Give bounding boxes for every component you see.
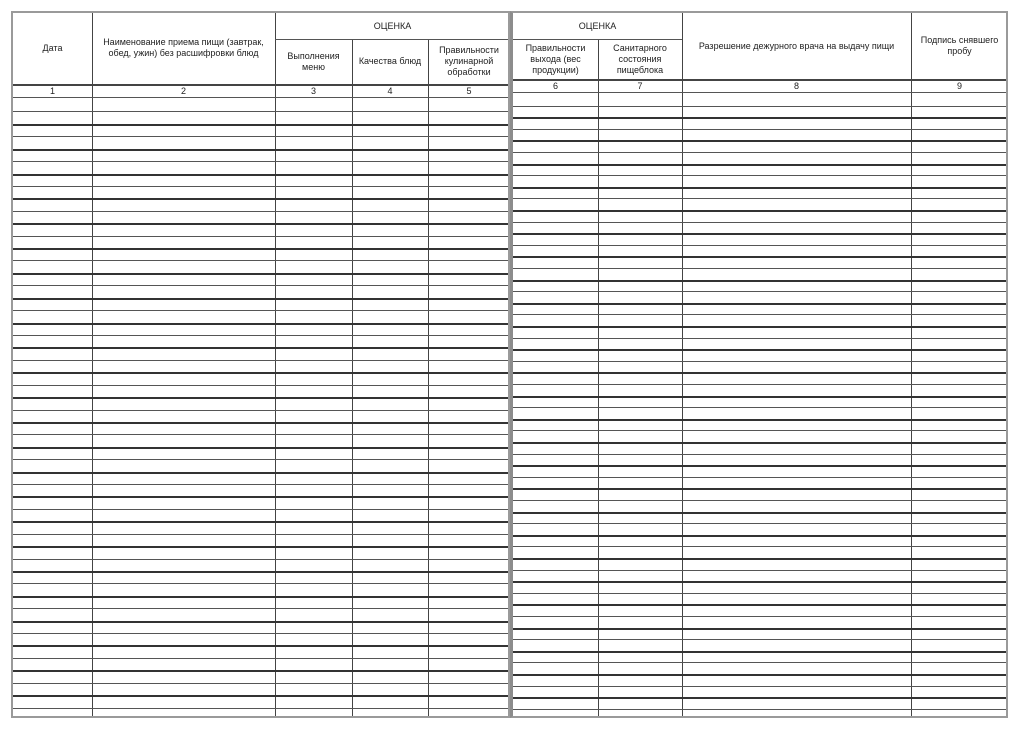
table-row-line bbox=[13, 347, 508, 349]
table-row-line bbox=[13, 546, 508, 548]
table-row-line bbox=[13, 683, 508, 684]
table-row-line bbox=[513, 129, 1006, 130]
table-row-line bbox=[13, 149, 508, 151]
column-divider bbox=[352, 39, 353, 716]
table-row-line bbox=[13, 372, 508, 374]
table-row-line bbox=[513, 210, 1006, 212]
column-divider bbox=[275, 13, 276, 716]
table-row-line bbox=[513, 686, 1006, 687]
header-doctor-permission: Разрешение дежурного врача на выдачу пищи bbox=[698, 40, 895, 51]
table-row-line bbox=[13, 658, 508, 659]
table-row-line bbox=[513, 245, 1006, 246]
number-row-line bbox=[513, 92, 1006, 93]
table-row-line bbox=[13, 670, 508, 672]
table-row-line bbox=[513, 616, 1006, 617]
table-row-line bbox=[513, 500, 1006, 501]
table-row-line bbox=[13, 596, 508, 598]
table-row-line bbox=[513, 117, 1006, 119]
table-row-line bbox=[13, 236, 508, 237]
table-row-line bbox=[13, 310, 508, 311]
table-row-line bbox=[513, 233, 1006, 235]
header-meal-name: Наименование приема пищи (завтрак, обед, ужин) без расшифровки блюд bbox=[103, 37, 264, 58]
table-row-line bbox=[513, 198, 1006, 199]
table-row-line bbox=[13, 174, 508, 176]
table-row-line bbox=[513, 581, 1006, 583]
table-row-line bbox=[13, 521, 508, 523]
column-number: 9 bbox=[956, 81, 962, 91]
header-date: Дата bbox=[42, 43, 63, 53]
table-row-line bbox=[513, 570, 1006, 571]
number-row-line bbox=[13, 97, 508, 98]
table-row-line bbox=[513, 175, 1006, 176]
table-row-line bbox=[13, 645, 508, 647]
table-row-line bbox=[513, 465, 1006, 467]
table-row-line bbox=[513, 338, 1006, 339]
header-group-assessment: ОЦЕНКА bbox=[578, 20, 617, 31]
table-row-line bbox=[13, 285, 508, 286]
table-row-line bbox=[513, 396, 1006, 398]
column-number: 2 bbox=[180, 86, 186, 96]
table-row-line bbox=[513, 164, 1006, 166]
journal-right-page bbox=[510, 11, 1008, 718]
header-group-assessment: ОЦЕНКА bbox=[373, 20, 412, 31]
table-row-line bbox=[513, 106, 1006, 107]
column-number: 1 bbox=[49, 86, 55, 96]
header-dish-quality: Качества блюд bbox=[358, 56, 422, 66]
table-row-line bbox=[13, 198, 508, 200]
column-number: 3 bbox=[310, 86, 316, 96]
header-signature: Подпись снявшего пробу bbox=[920, 35, 999, 56]
table-row-line bbox=[13, 509, 508, 510]
column-number: 8 bbox=[793, 81, 799, 91]
table-row-line bbox=[13, 422, 508, 424]
table-row-line bbox=[13, 248, 508, 250]
table-row-line bbox=[513, 558, 1006, 560]
table-row-line bbox=[513, 187, 1006, 189]
table-row-line bbox=[13, 223, 508, 225]
table-row-line bbox=[13, 410, 508, 411]
table-row-line bbox=[13, 459, 508, 460]
table-row-line bbox=[513, 639, 1006, 640]
table-row-line bbox=[513, 454, 1006, 455]
table-row-line bbox=[513, 256, 1006, 258]
table-row-line bbox=[13, 571, 508, 573]
table-row-line bbox=[13, 124, 508, 126]
table-row-line bbox=[13, 335, 508, 336]
table-row-line bbox=[513, 674, 1006, 676]
table-row-line bbox=[513, 372, 1006, 374]
table-row-line bbox=[513, 419, 1006, 421]
table-row-line bbox=[13, 385, 508, 386]
table-row-line bbox=[13, 484, 508, 485]
header-menu-compliance: Выполнения меню bbox=[287, 50, 340, 72]
table-row-line bbox=[513, 268, 1006, 269]
table-row-line bbox=[513, 222, 1006, 223]
table-row-line bbox=[13, 608, 508, 609]
table-row-line bbox=[13, 323, 508, 325]
table-row-line bbox=[513, 152, 1006, 153]
column-divider bbox=[428, 39, 429, 716]
table-row-line bbox=[13, 496, 508, 498]
table-row-line bbox=[513, 384, 1006, 385]
table-row-line bbox=[513, 291, 1006, 292]
column-number: 5 bbox=[466, 86, 472, 96]
table-row-line bbox=[513, 628, 1006, 630]
table-row-line bbox=[513, 280, 1006, 282]
table-row-line bbox=[513, 349, 1006, 351]
table-row-line bbox=[513, 512, 1006, 514]
column-number: 4 bbox=[387, 86, 393, 96]
table-row-line bbox=[13, 211, 508, 212]
journal-left-page bbox=[11, 11, 510, 718]
table-row-line bbox=[13, 534, 508, 535]
table-row-line bbox=[513, 326, 1006, 328]
table-row-line bbox=[513, 651, 1006, 653]
table-row-line bbox=[13, 434, 508, 435]
table-row-line bbox=[13, 273, 508, 275]
header-output-weight: Правильности выхода (вес продукции) bbox=[525, 42, 586, 75]
table-row-line bbox=[13, 633, 508, 634]
table-row-line bbox=[513, 662, 1006, 663]
table-row-line bbox=[13, 186, 508, 187]
table-row-line bbox=[513, 477, 1006, 478]
table-row-line bbox=[513, 140, 1006, 142]
table-row-line bbox=[513, 604, 1006, 606]
table-row-line bbox=[513, 697, 1006, 699]
table-row-line bbox=[513, 303, 1006, 305]
table-row-line bbox=[513, 407, 1006, 408]
table-row-line bbox=[13, 447, 508, 449]
table-row-line bbox=[513, 430, 1006, 431]
table-row-line bbox=[13, 472, 508, 474]
table-row-line bbox=[13, 360, 508, 361]
table-row-line bbox=[13, 559, 508, 560]
table-row-line bbox=[13, 136, 508, 137]
table-row-line bbox=[13, 397, 508, 399]
table-row-line bbox=[513, 535, 1006, 537]
table-row-line bbox=[13, 111, 508, 112]
column-divider bbox=[92, 13, 93, 716]
header-culinary-processing: Правильности кулинарной обработки bbox=[439, 45, 499, 77]
column-number: 7 bbox=[637, 81, 643, 91]
table-row-line bbox=[13, 708, 508, 709]
column-number: 6 bbox=[552, 81, 558, 91]
table-row-line bbox=[13, 583, 508, 584]
table-row-line bbox=[513, 593, 1006, 594]
table-row-line bbox=[513, 488, 1006, 490]
table-row-line bbox=[513, 546, 1006, 547]
table-row-line bbox=[13, 161, 508, 162]
table-row-line bbox=[513, 709, 1006, 710]
table-row-line bbox=[513, 361, 1006, 362]
table-row-line bbox=[13, 260, 508, 261]
table-row-line bbox=[13, 621, 508, 623]
table-row-line bbox=[13, 298, 508, 300]
table-row-line bbox=[513, 442, 1006, 444]
table-row-line bbox=[513, 523, 1006, 524]
header-sanitary-state: Санитарного состояния пищеблока bbox=[613, 42, 667, 75]
table-row-line bbox=[513, 314, 1006, 315]
table-row-line bbox=[13, 695, 508, 697]
